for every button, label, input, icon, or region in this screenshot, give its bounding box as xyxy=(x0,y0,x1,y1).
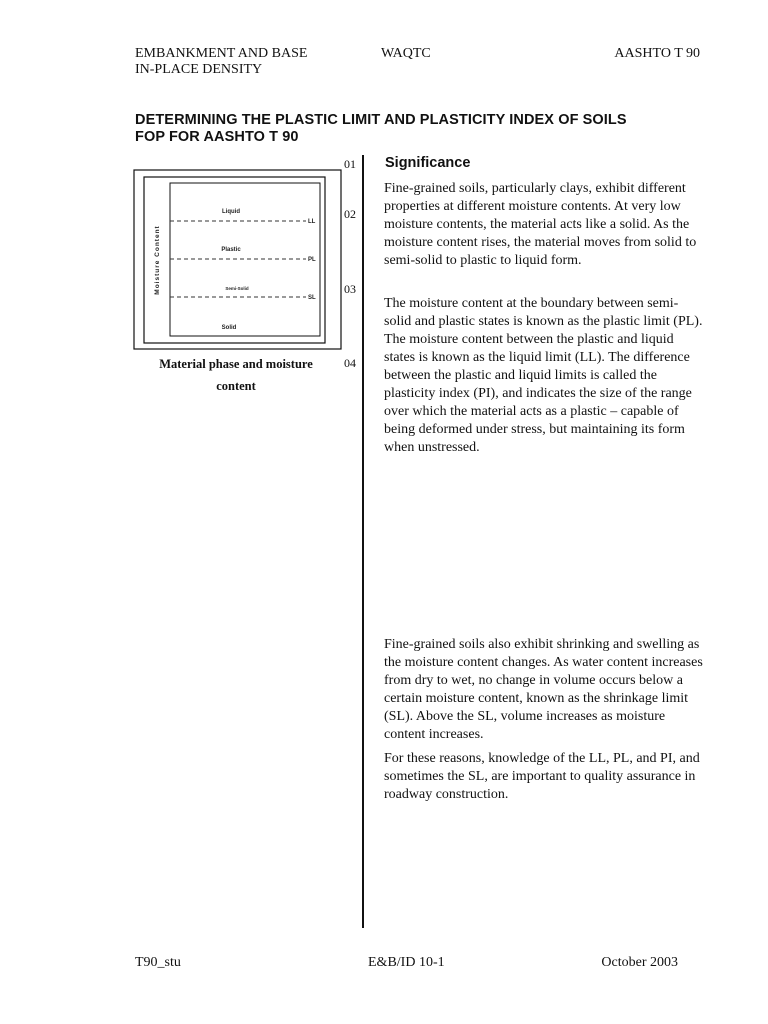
figure-caption-line1: Material phase and moisture xyxy=(159,357,313,371)
footer-left: T90_stu xyxy=(135,955,181,970)
diagram-axis-label: Moisture Content xyxy=(154,225,161,295)
header-left xyxy=(135,46,307,78)
phase-diagram xyxy=(133,169,343,351)
line-number: 01 xyxy=(344,157,356,171)
paragraph: The moisture content at the boundary between semi-solid and plastic states is known as the plastic limit (PL). The moisture content between the plastic and liquid states is known as the liquid limit (LL). The difference between the plastic and liquid limits is called the plasticity index (PI), and indicates the size of the range over which the material acts as a plastic – capable of being deformed under stress, but maintaining its form when unstressed. xyxy=(384,296,703,455)
header-left-line2: IN-PLACE DENSITY xyxy=(135,62,263,77)
document-title-line1: DETERMINING THE PLASTIC LIMIT AND PLASTICITY INDEX OF SOILS xyxy=(135,112,627,128)
figure-caption xyxy=(141,353,331,397)
paragraph: For these reasons, knowledge of the LL, PL, and PI, and sometimes the SL, are important to quality assurance in roadway construction. xyxy=(384,751,700,802)
line-number: 04 xyxy=(344,356,356,370)
section-heading-significance: Significance xyxy=(385,155,471,171)
limit-label-pl: PL xyxy=(308,257,316,263)
limit-label-sl: SL xyxy=(308,295,316,301)
phase-label-liquid: Liquid xyxy=(222,209,240,215)
footer-center: E&B/ID 10-1 xyxy=(368,955,445,970)
line-number: 03 xyxy=(344,282,356,296)
line-number: 02 xyxy=(344,207,356,221)
paragraph: Fine-grained soils, particularly clays, exhibit different properties at different moisture contents. At very low moisture contents, the material acts like a solid. As the moisture content rises, the material moves from solid to semi-solid to plastic to liquid form. xyxy=(384,181,697,268)
header-left-line1: EMBANKMENT AND BASE xyxy=(135,46,308,61)
document-title-line2: FOP FOR AASHTO T 90 xyxy=(135,129,299,145)
footer-right: October 2003 xyxy=(601,955,678,970)
header-right: AASHTO T 90 xyxy=(614,46,700,61)
figure-caption-line2: content xyxy=(216,379,256,393)
document-title xyxy=(135,112,627,146)
header-center: WAQTC xyxy=(381,46,431,61)
paragraph: Fine-grained soils also exhibit shrinking and swelling as the moisture content changes. As water content increases from dry to wet, no change in volume occurs below a certain moisture content, known as the shrinkage limit (SL). Above the SL, volume increases as moisture content increases. xyxy=(384,637,703,742)
phase-label-plastic: Plastic xyxy=(221,247,241,253)
column-divider xyxy=(362,155,364,928)
phase-label-semi-solid: Semi-Solid xyxy=(225,286,249,291)
limit-label-ll: LL xyxy=(308,219,316,225)
phase-label-solid: Solid xyxy=(221,325,237,331)
